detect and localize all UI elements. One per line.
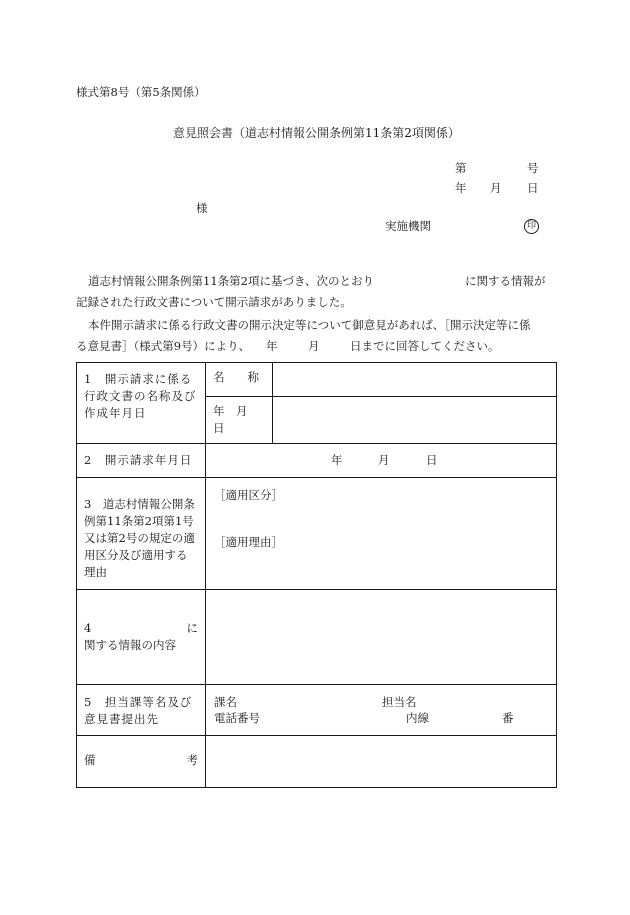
table-row	[77, 444, 557, 478]
row3-riyu: ［適用理由］	[214, 535, 283, 549]
row5-label: 5 担当課等名及び意見書提出先	[84, 695, 193, 726]
seal-icon: 印	[524, 219, 539, 234]
table-row	[77, 590, 557, 685]
row1-label: 1 開示請求に係る行政文書の名称及び作成年月日	[84, 372, 197, 420]
row2-label-cell	[77, 444, 206, 478]
row3-content-field[interactable]	[206, 478, 557, 590]
seal-mark	[524, 217, 539, 234]
body-p1-a: 道志村情報公開条例第11条第2項に基づき、次のとおり	[88, 274, 374, 288]
row3-label-cell	[77, 478, 206, 590]
row6-label-cell	[77, 736, 206, 788]
row4-label-num: 4	[84, 621, 92, 635]
row2-hi: 日	[426, 453, 438, 467]
body-paragraph-2	[76, 315, 557, 357]
document-title: 意見照会書（道志村情報公開条例第11条第2項関係）	[173, 126, 460, 140]
row5-ka: 課名	[214, 695, 237, 709]
row1-label-cell	[77, 363, 206, 444]
row5-content-field[interactable]	[206, 685, 557, 736]
table-row	[77, 363, 557, 397]
body-p1-c: 記録された行政文書について開示請求がありました。	[76, 295, 352, 309]
row1-name-label: 名 称	[213, 370, 259, 384]
row5-tanto: 担当名	[382, 695, 417, 709]
row5-naisen: 内線	[406, 711, 429, 725]
row1-date-label: 年 月 日	[213, 404, 259, 435]
date-tsuki: 月	[490, 181, 502, 195]
row2-date-field[interactable]	[206, 444, 557, 478]
row2-nen: 年	[331, 453, 343, 467]
table-row	[77, 478, 557, 590]
row5-ban: 番	[502, 711, 514, 725]
row3-label: 3 道志村情報公開条例第11条第2項第1号又は第2号の規定の適用区分及び適用する理由	[84, 497, 195, 579]
row6-label-b: 考	[186, 753, 198, 767]
row3-kubun: ［適用区分］	[214, 488, 283, 502]
row4-label	[77, 590, 205, 660]
row4-label-cell	[77, 590, 206, 685]
row1-date-label-cell	[206, 397, 273, 444]
row4-label-ni: に	[186, 621, 198, 635]
inquiry-table	[76, 362, 557, 788]
table-row	[77, 736, 557, 788]
body-p2-nen: 年	[266, 339, 278, 353]
row6-content-field[interactable]	[206, 736, 557, 788]
row1-date-field[interactable]	[273, 397, 557, 444]
form-number: 様式第8号（第5条関係）	[76, 85, 206, 99]
row5-tel: 電話番号	[214, 711, 260, 725]
body-p1-b: に関する情報が	[465, 274, 546, 288]
row2-tsuki: 月	[378, 453, 390, 467]
row6-label	[77, 736, 205, 775]
row4-label-b: 関する情報の内容	[84, 638, 176, 652]
row1-name-field[interactable]	[273, 363, 557, 397]
issuer-label: 実施機関	[385, 219, 431, 233]
body-paragraph-1	[76, 271, 557, 313]
row6-label-a: 備	[84, 753, 96, 767]
body-p2-b: る意見書］（様式第9号）により、	[76, 339, 251, 353]
date-nen: 年	[455, 181, 467, 195]
row1-name-label-cell	[206, 363, 273, 397]
row2-label: 2 開示請求年月日	[84, 453, 193, 467]
doc-number-go: 号	[527, 161, 539, 175]
row5-label-cell	[77, 685, 206, 736]
date-hi: 日	[527, 181, 539, 195]
body-p2-c: 日までに回答してください。	[350, 339, 500, 353]
row4-content-field[interactable]	[206, 590, 557, 685]
doc-number-dai: 第	[455, 161, 467, 175]
table-row	[77, 685, 557, 736]
addressee-suffix: 様	[196, 201, 208, 215]
body-p2-a: 本件開示請求に係る行政文書の開示決定等について御意見があれば、［開示決定等に係	[88, 318, 531, 332]
body-p2-tsuki: 月	[308, 339, 320, 353]
